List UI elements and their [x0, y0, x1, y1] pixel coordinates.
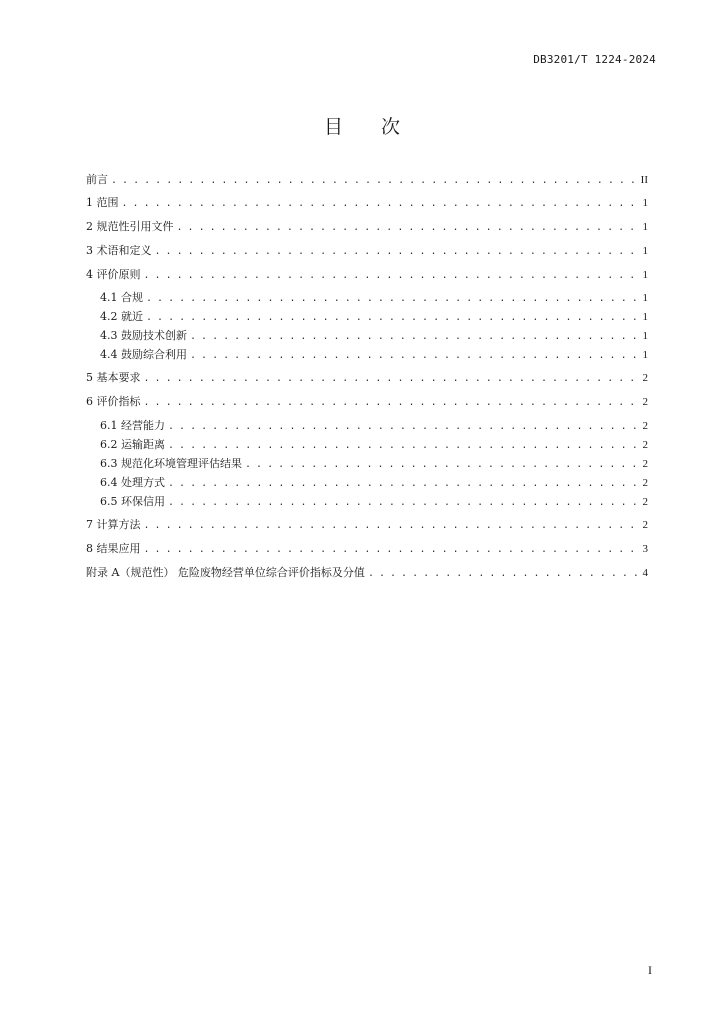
toc-entry-page: 1: [642, 349, 648, 361]
toc-entry-label: 附录 A（规范性） 危险废物经营单位综合评价指标及分值: [86, 565, 368, 581]
toc-dot-leader: [190, 348, 640, 364]
toc-entry-page: 2: [642, 458, 648, 470]
toc-dot-leader: [168, 495, 640, 511]
toc-entry[interactable]: [86, 195, 648, 211]
toc-entry-page: 2: [642, 519, 648, 531]
toc-entry-label: 1 范围: [86, 195, 122, 211]
toc-entry-label: 前言: [86, 172, 111, 188]
toc-dot-leader: [168, 419, 640, 435]
toc-entry[interactable]: [86, 541, 648, 557]
toc-dot-leader: [144, 542, 640, 558]
toc-dot-leader: [190, 329, 640, 345]
toc-entry-page: 1: [642, 245, 648, 257]
toc-entry[interactable]: [86, 219, 648, 235]
toc-entry-label: 4.2 就近: [100, 309, 146, 325]
toc-entry-page: 4: [642, 567, 648, 579]
toc-entry-label: 6 评价指标: [86, 394, 144, 410]
toc-entry-page: 2: [642, 439, 648, 451]
toc-entry[interactable]: [86, 394, 648, 410]
toc-dot-leader: [146, 291, 640, 307]
document-code: DB3201/T 1224-2024: [533, 53, 656, 66]
toc-entry-page: 2: [642, 477, 648, 489]
toc-entry-label: 8 结果应用: [86, 541, 144, 557]
toc-entry-label: 4.3 鼓励技术创新: [100, 328, 190, 344]
toc-entry-page: 1: [642, 292, 648, 304]
toc-entry-label: 7 计算方法: [86, 517, 144, 533]
toc-subentry[interactable]: [100, 418, 648, 434]
toc-subentry[interactable]: [100, 437, 648, 453]
toc-entry-page: 1: [642, 197, 648, 209]
toc-subentry[interactable]: [100, 290, 648, 306]
toc-dot-leader: [155, 244, 640, 260]
toc-dot-leader: [144, 518, 640, 534]
toc-entry-label: 4.1 合规: [100, 290, 146, 306]
toc-entry-page: 1: [642, 221, 648, 233]
toc-subentry[interactable]: [100, 456, 648, 472]
toc-entry-page: 1: [642, 269, 648, 281]
toc-dot-leader: [144, 371, 640, 387]
toc-dot-leader: [168, 438, 640, 454]
toc-entry[interactable]: [86, 267, 648, 283]
toc-entry-label: 4.4 鼓励综合利用: [100, 347, 190, 363]
toc-subentry[interactable]: [100, 328, 648, 344]
toc-dot-leader: [368, 566, 640, 582]
toc-entry-label: 6.2 运输距离: [100, 437, 168, 453]
toc-entry-page: 1: [642, 330, 648, 342]
toc-entry-page: 3: [642, 543, 648, 555]
toc-subentry[interactable]: [100, 475, 648, 491]
toc-entry-label: 5 基本要求: [86, 370, 144, 386]
toc-entry-label: 6.5 环保信用: [100, 494, 168, 510]
toc-entry-page: 1: [642, 311, 648, 323]
toc-entry[interactable]: [86, 243, 648, 259]
toc-dot-leader: [146, 310, 640, 326]
toc-dot-leader: [122, 196, 640, 212]
toc-entry-label: 6.4 处理方式: [100, 475, 168, 491]
toc-entry[interactable]: [86, 565, 648, 581]
toc-subentry[interactable]: [100, 347, 648, 363]
toc-dot-leader: [144, 395, 640, 411]
toc-dot-leader: [111, 173, 638, 189]
toc-entry-page: 2: [642, 420, 648, 432]
toc-dot-leader: [245, 457, 640, 473]
toc-entry-page: 2: [642, 496, 648, 508]
toc-entry-label: 6.3 规范化环境管理评估结果: [100, 456, 245, 472]
toc-subentry[interactable]: [100, 494, 648, 510]
toc-entry-page: II: [640, 174, 648, 186]
toc-entry-label: 4 评价原则: [86, 267, 144, 283]
toc-entry-page: 2: [642, 372, 648, 384]
toc-entry-page: 2: [642, 396, 648, 408]
page-number: I: [648, 963, 652, 977]
toc-entry-label: 3 术语和定义: [86, 243, 155, 259]
toc-title: 目次: [323, 116, 438, 138]
toc-entry[interactable]: [86, 370, 648, 386]
toc-dot-leader: [144, 268, 640, 284]
toc-entry-label: 6.1 经营能力: [100, 418, 168, 434]
toc-entry-label: 2 规范性引用文件: [86, 219, 177, 235]
toc-entry[interactable]: [86, 517, 648, 533]
toc-dot-leader: [168, 476, 640, 492]
toc-subentry[interactable]: [100, 309, 648, 325]
toc-dot-leader: [177, 220, 640, 236]
toc-entry[interactable]: [86, 172, 648, 188]
